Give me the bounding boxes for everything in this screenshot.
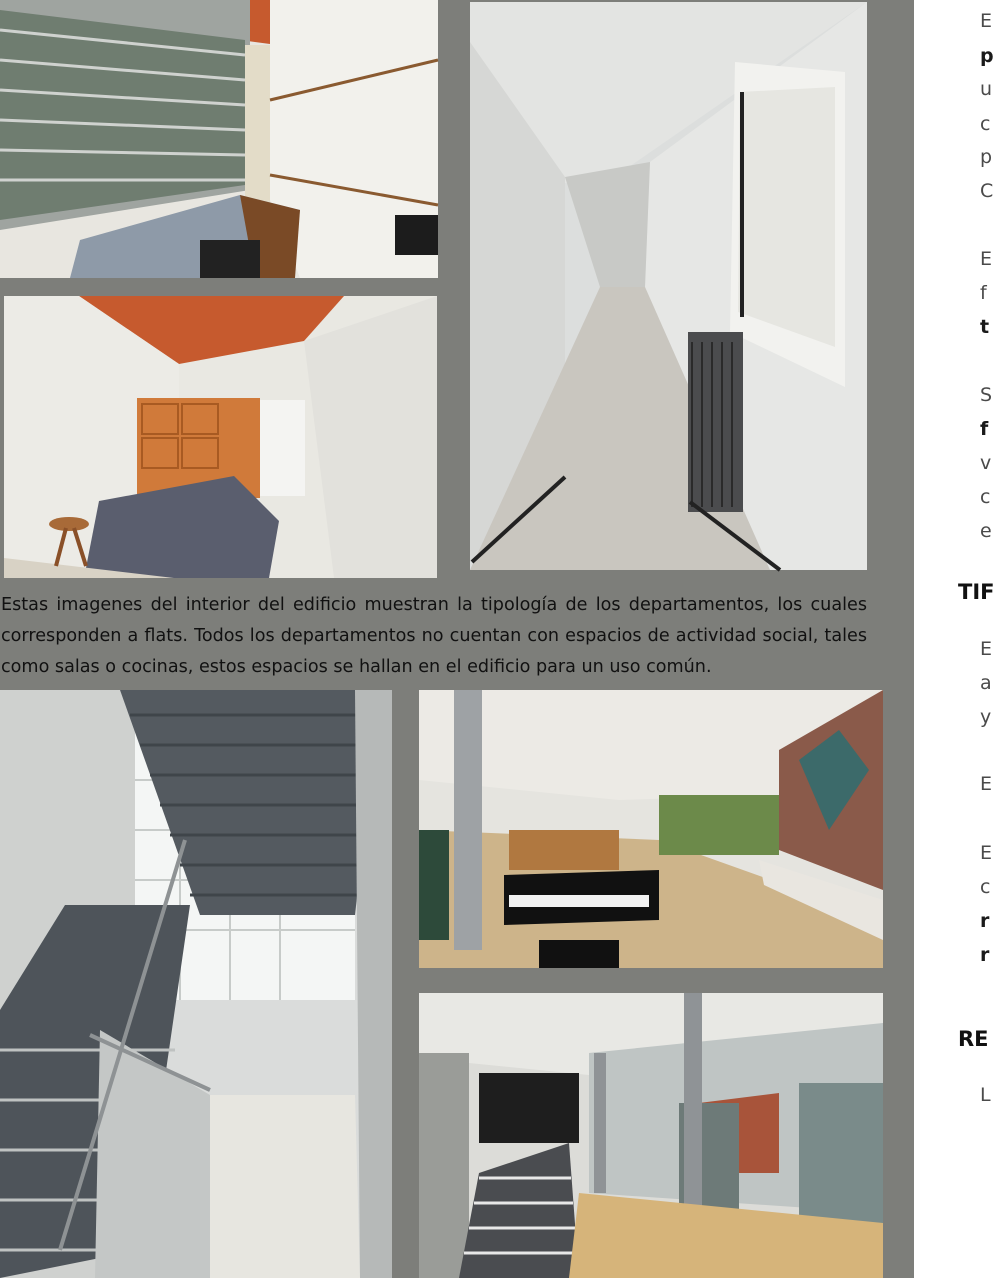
caption-text: Estas imagenes del interior del edificio muestran la tipología de los departamentos, los cuales corresponden a flats. Todos los departamentos no cuentan con espacios de actividad social, tales como salas o cocinas, estos espacios se hallan en el edificio para un uso común. <box>1 595 867 677</box>
photo-staircase <box>0 690 392 1278</box>
text-fragment: r <box>980 944 990 966</box>
photo-corridor <box>470 2 867 570</box>
text-fragment: L <box>980 1084 991 1106</box>
text-fragment: y <box>980 706 992 728</box>
text-fragment: E <box>980 248 993 270</box>
text-fragment: u <box>980 78 993 100</box>
text-fragment: v <box>980 452 992 474</box>
text-fragment: E <box>980 10 993 32</box>
right-text-column <box>914 0 994 1278</box>
text-fragment: p <box>980 146 993 168</box>
text-fragment: c <box>980 486 991 508</box>
photo-study-room <box>0 0 438 278</box>
text-fragment: c <box>980 113 991 135</box>
text-fragment: c <box>980 876 991 898</box>
text-fragment: E <box>980 842 993 864</box>
section-heading: RE <box>958 1027 989 1051</box>
text-fragment: C <box>980 180 994 202</box>
text-fragment: p <box>980 45 994 67</box>
text-fragment: t <box>980 316 990 338</box>
text-fragment: E <box>980 773 993 795</box>
text-fragment: S <box>980 384 993 406</box>
photo-piano-lounge <box>419 690 883 968</box>
text-fragment: r <box>980 910 990 932</box>
text-fragment: a <box>980 672 992 694</box>
photo-entrance-hall <box>419 993 883 1278</box>
section-heading: TIF <box>958 580 994 604</box>
text-fragment: e <box>980 520 992 542</box>
text-fragment: f <box>980 418 989 440</box>
text-fragment: f <box>980 282 987 304</box>
photo-bedroom <box>4 296 437 578</box>
text-fragment: E <box>980 638 993 660</box>
